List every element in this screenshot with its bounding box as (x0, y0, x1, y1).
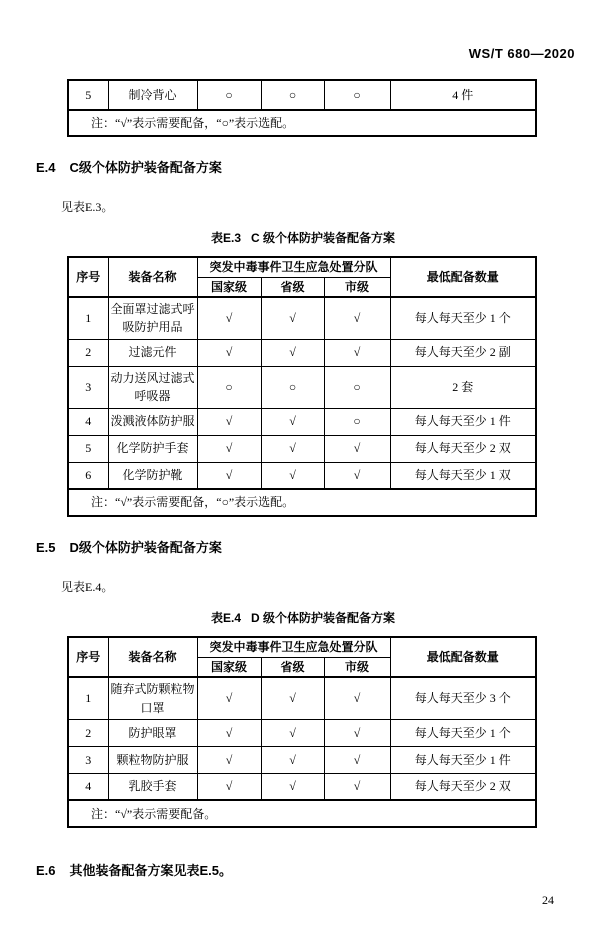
table-note-row (68, 489, 536, 516)
cell-provincial: √ (261, 339, 324, 366)
cell-equipment-name: 乳胶手套 (108, 773, 197, 800)
cell-quantity: 每人每天至少 2 双 (390, 773, 536, 800)
cell-no: 1 (68, 677, 108, 719)
col-header-no: 序号 (68, 257, 108, 297)
col-header-quantity: 最低配备数量 (390, 637, 536, 677)
section-intro-e4: 见表E.3。 (61, 200, 114, 214)
section-title: 其他装备配备方案见表E.5。 (69, 863, 233, 879)
col-header-national: 国家级 (197, 277, 261, 297)
section-heading-e6 (36, 860, 606, 879)
table-row (68, 366, 536, 408)
cell-municipal: √ (324, 435, 390, 462)
cell-national: √ (197, 773, 261, 800)
cell-national: √ (197, 462, 261, 489)
cell-no: 3 (68, 746, 108, 773)
cell-equipment-name: 泼溅液体防护服 (108, 408, 197, 435)
table-note: 注：“√”表示需要配备，“○”表示选配。 (68, 489, 536, 516)
cell-provincial: √ (261, 719, 324, 746)
col-header-no: 序号 (68, 637, 108, 677)
cell-national: √ (197, 719, 261, 746)
table-row (68, 719, 536, 746)
table-header-row (68, 257, 536, 277)
cell-equipment-name: 制冷背心 (108, 80, 197, 110)
cell-equipment-name: 防护眼罩 (108, 719, 197, 746)
cell-no: 5 (68, 435, 108, 462)
cell-quantity: 2 套 (390, 366, 536, 408)
col-header-group: 突发中毒事件卫生应急处置分队 (197, 257, 390, 277)
cell-municipal: √ (324, 719, 390, 746)
cell-national: √ (197, 746, 261, 773)
cell-provincial: √ (261, 677, 324, 719)
cell-quantity: 每人每天至少 2 副 (390, 339, 536, 366)
cell-municipal: ○ (324, 366, 390, 408)
cell-municipal: ○ (324, 80, 390, 110)
cell-no: 6 (68, 462, 108, 489)
cell-equipment-name: 动力送风过滤式呼吸器 (108, 366, 197, 408)
cell-national: √ (197, 297, 261, 339)
table-row (68, 677, 536, 719)
cell-provincial: √ (261, 435, 324, 462)
cell-equipment-name: 化学防护靴 (108, 462, 197, 489)
table-caption-e3 (0, 229, 606, 246)
table-e3 (67, 256, 537, 517)
table-caption-title: D 级个体防护装备配备方案 (251, 611, 396, 626)
cell-municipal: ○ (324, 408, 390, 435)
cell-municipal: √ (324, 339, 390, 366)
cell-provincial: √ (261, 297, 324, 339)
table-row (68, 80, 536, 110)
cell-national: √ (197, 408, 261, 435)
cell-provincial: √ (261, 408, 324, 435)
table-note-row (68, 800, 536, 827)
section-heading-e4 (36, 157, 606, 176)
cell-equipment-name: 随弃式防颗粒物口罩 (108, 677, 197, 719)
table-row (68, 773, 536, 800)
col-header-name: 装备名称 (108, 637, 197, 677)
cell-provincial: √ (261, 746, 324, 773)
col-header-national: 国家级 (197, 657, 261, 677)
section-number: E.4 (36, 160, 56, 175)
cell-municipal: √ (324, 773, 390, 800)
doc-code: WS/T 680—2020 (468, 46, 575, 61)
cell-no: 4 (68, 773, 108, 800)
cell-municipal: √ (324, 746, 390, 773)
cell-quantity: 每人每天至少 2 双 (390, 435, 536, 462)
table-caption-number: 表E.4 (210, 611, 241, 626)
table-note-row (68, 110, 536, 136)
cell-quantity: 每人每天至少 1 个 (390, 297, 536, 339)
page-number: 24 (542, 893, 554, 908)
cell-national: ○ (197, 366, 261, 408)
cell-quantity: 每人每天至少 1 件 (390, 408, 536, 435)
cell-municipal: √ (324, 462, 390, 489)
table-header-row (68, 637, 536, 657)
cell-equipment-name: 全面罩过滤式呼吸防护用品 (108, 297, 197, 339)
cell-no: 4 (68, 408, 108, 435)
cell-quantity: 每人每天至少 1 个 (390, 719, 536, 746)
table-note: 注：“√”表示需要配备。 (68, 800, 536, 827)
cell-national: √ (197, 339, 261, 366)
cell-quantity: 4 件 (390, 80, 536, 110)
col-header-municipal: 市级 (324, 277, 390, 297)
table-note: 注：“√”表示需要配备，“○”表示选配。 (68, 110, 536, 136)
col-header-group: 突发中毒事件卫生应急处置分队 (197, 637, 390, 657)
cell-no: 2 (68, 339, 108, 366)
col-header-provincial: 省级 (261, 657, 324, 677)
col-header-quantity: 最低配备数量 (390, 257, 536, 297)
section-intro-e5: 见表E.4。 (61, 580, 114, 595)
cell-municipal: √ (324, 677, 390, 719)
table-row (68, 339, 536, 366)
cell-quantity: 每人每天至少 1 件 (390, 746, 536, 773)
section-title: D级个体防护装备配备方案 (69, 540, 222, 556)
cell-provincial: √ (261, 773, 324, 800)
table-e4 (67, 636, 537, 828)
cell-provincial: ○ (261, 366, 324, 408)
cell-equipment-name: 过滤元件 (108, 339, 197, 366)
col-header-provincial: 省级 (261, 277, 324, 297)
cell-national: √ (197, 435, 261, 462)
table-row (68, 297, 536, 339)
table-continued (67, 79, 537, 137)
cell-no: 3 (68, 366, 108, 408)
cell-equipment-name: 化学防护手套 (108, 435, 197, 462)
col-header-municipal: 市级 (324, 657, 390, 677)
cell-quantity: 每人每天至少 3 个 (390, 677, 536, 719)
cell-no: 1 (68, 297, 108, 339)
table-row (68, 462, 536, 489)
cell-municipal: √ (324, 297, 390, 339)
table-caption-number: 表E.3 (210, 231, 241, 245)
section-number: E.6 (36, 863, 56, 879)
cell-quantity: 每人每天至少 1 双 (390, 462, 536, 489)
cell-national: ○ (197, 80, 261, 110)
section-title: C级个体防护装备配备方案 (69, 160, 222, 175)
section-number: E.5 (36, 540, 56, 556)
col-header-name: 装备名称 (108, 257, 197, 297)
cell-national: √ (197, 677, 261, 719)
table-caption-title: C 级个体防护装备配备方案 (251, 231, 396, 245)
cell-provincial: ○ (261, 80, 324, 110)
table-row (68, 408, 536, 435)
table-row (68, 746, 536, 773)
table-row (68, 435, 536, 462)
cell-no: 2 (68, 719, 108, 746)
cell-provincial: √ (261, 462, 324, 489)
cell-no: 5 (68, 80, 108, 110)
table-caption-e4 (0, 609, 606, 626)
section-heading-e5 (36, 537, 606, 556)
cell-equipment-name: 颗粒物防护服 (108, 746, 197, 773)
